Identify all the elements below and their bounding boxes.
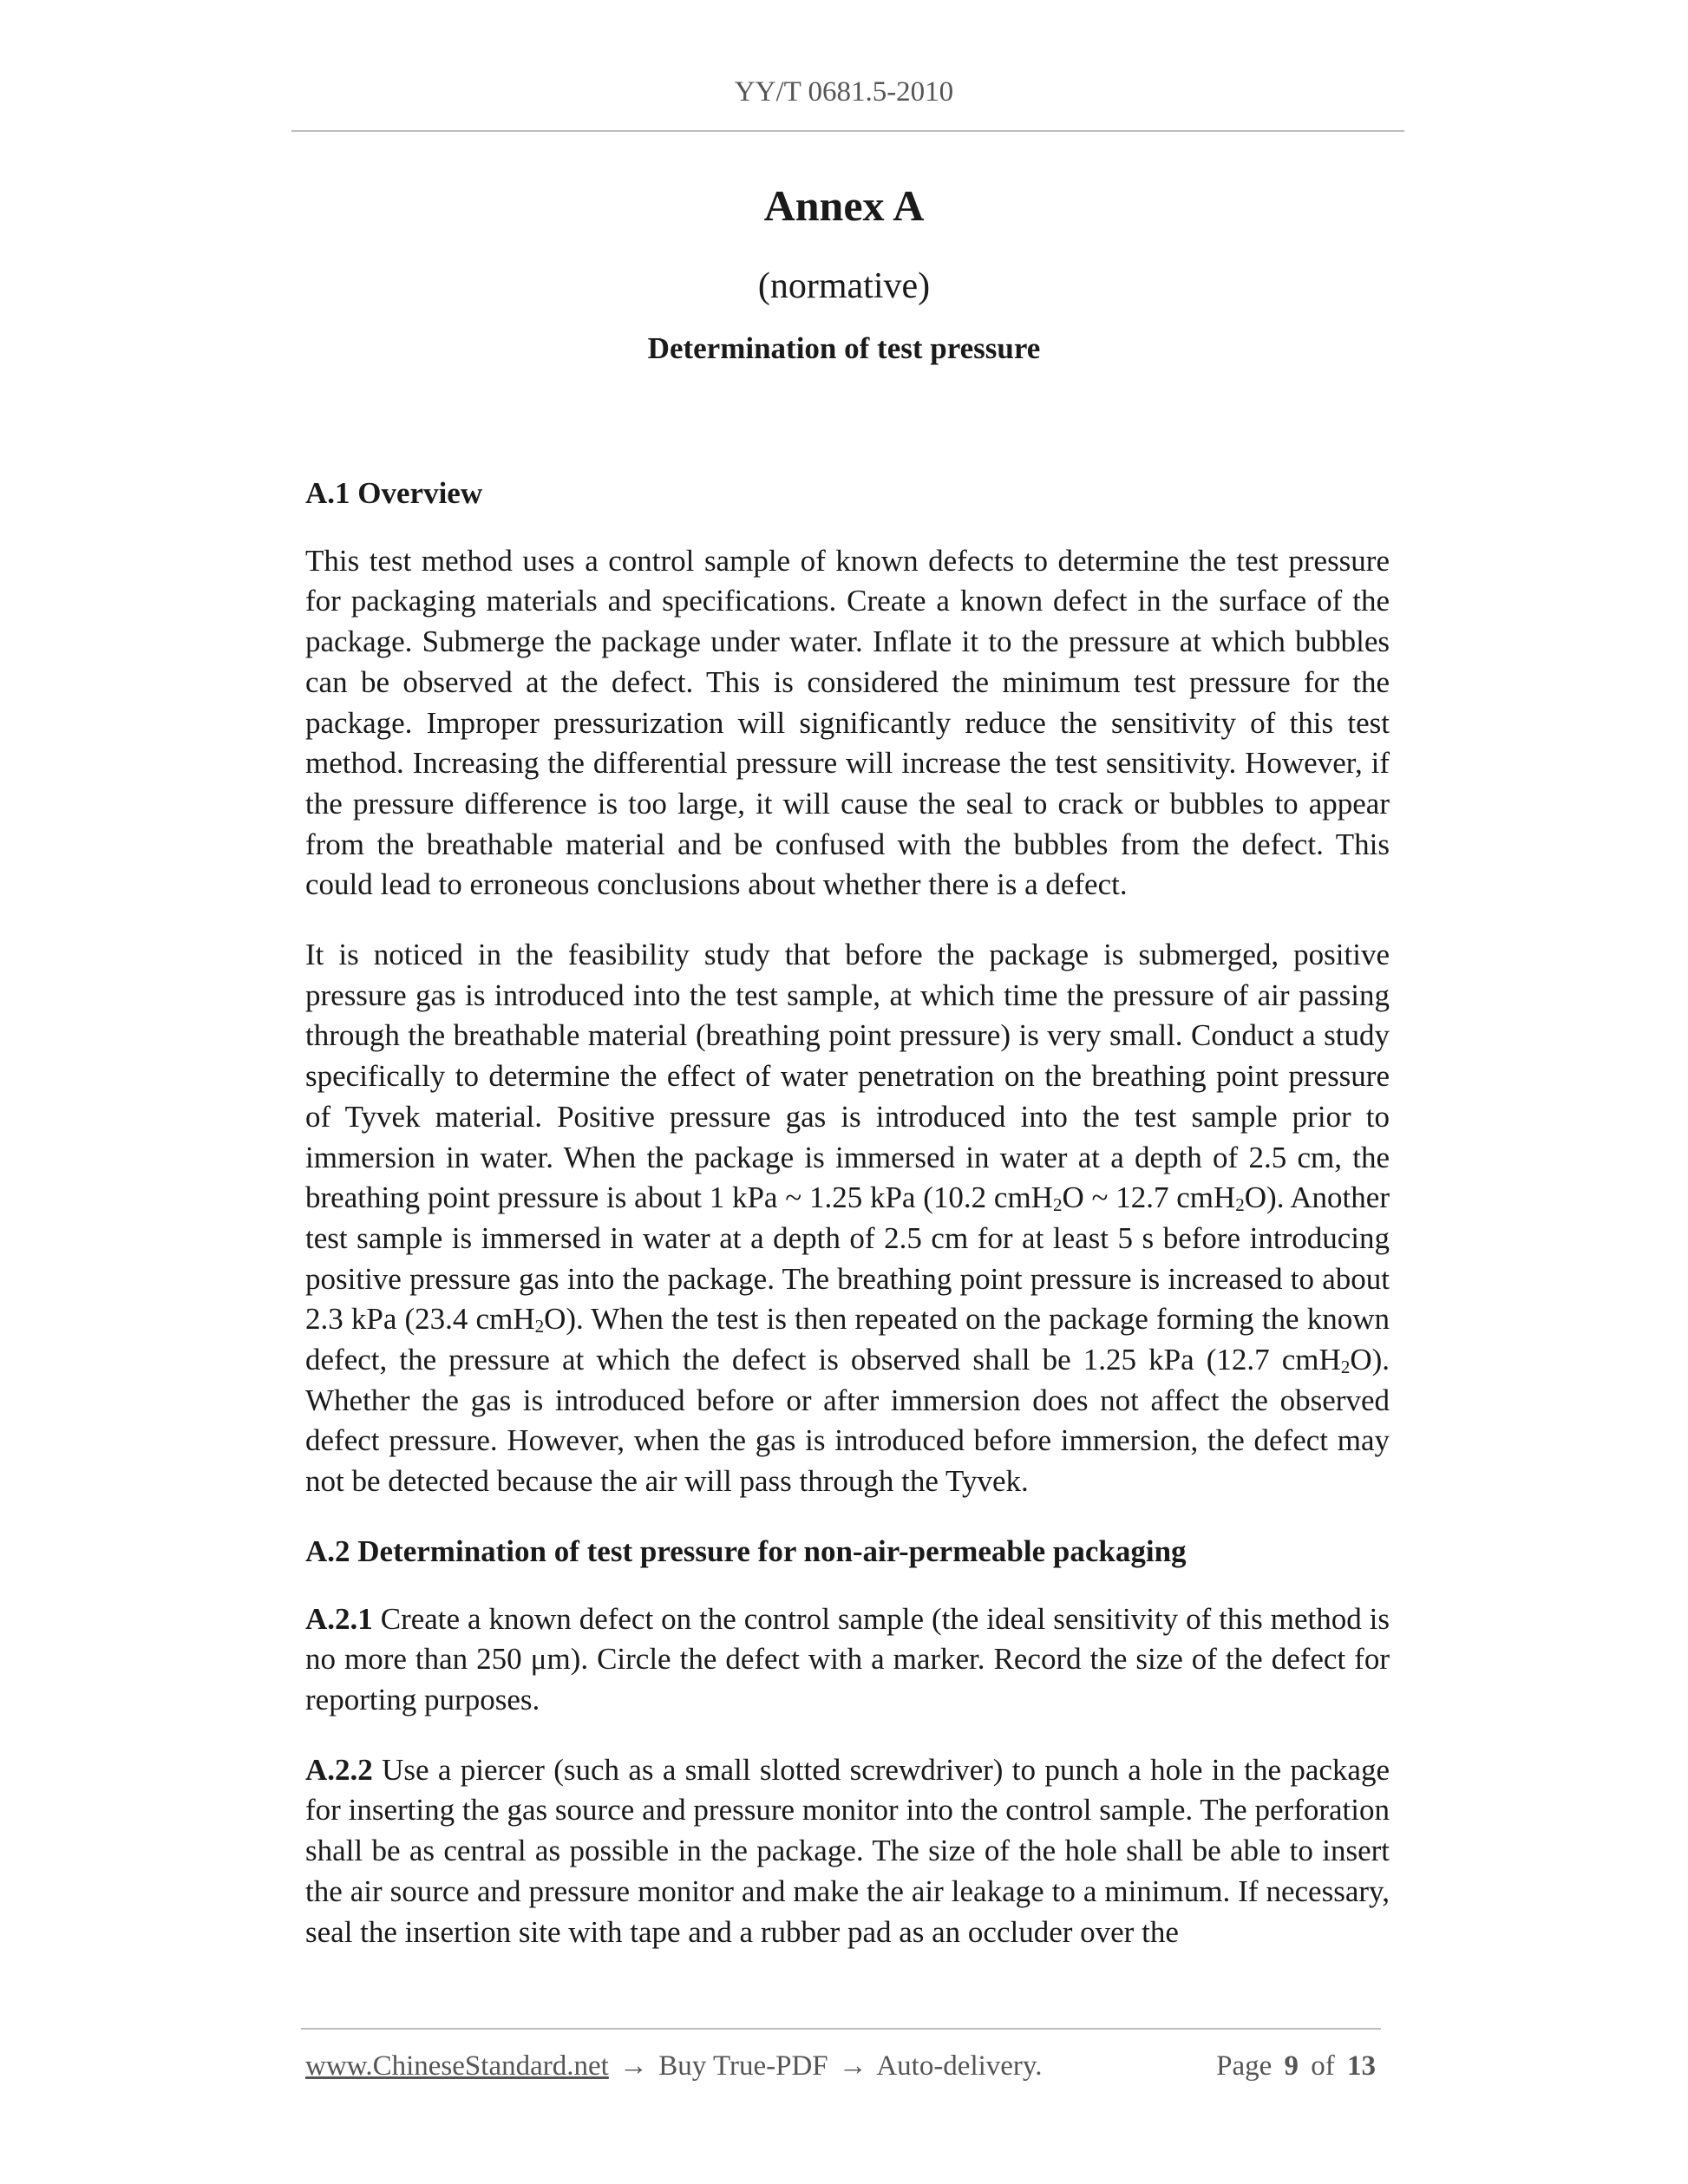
- clause-a22: [305, 1750, 1390, 1953]
- subscript: 2: [1052, 1194, 1063, 1216]
- of-label: of: [1311, 2050, 1335, 2082]
- arrow-right-icon: →: [838, 2050, 867, 2082]
- text-run: O). Whether the gas is introduced before or after immersion does not affect the observed defect pressure. However, when the gas is introduced before immersion, the defect may not be detected because the air will pass through the Tyvek.: [305, 1343, 1390, 1499]
- subscript: 2: [1235, 1194, 1245, 1216]
- page-label: Page: [1216, 2050, 1273, 2082]
- header-divider: [291, 130, 1404, 132]
- clause-number: A.2.1: [305, 1601, 373, 1636]
- auto-delivery-text: Auto-delivery.: [876, 2050, 1043, 2082]
- footer-promo: [305, 2050, 1043, 2083]
- text-run: O ~ 12.7 cmH: [1062, 1180, 1236, 1215]
- paragraph-overview-2: [305, 935, 1390, 1502]
- clause-a21: [305, 1599, 1390, 1721]
- clause-text: Use a piercer (such as a small slotted screwdriver) to punch a hole in the package for inserting the gas source and pressure monitor into the control sample. The perforation shall be as central as possible in the package. The size of the hole shall be able to insert the air source and pressure monitor and make the air leakage to a minimum. If necessary, seal the insertion site with tape and a rubber pad as an occluder over the: [305, 1752, 1390, 1949]
- document-body: [305, 474, 1390, 1982]
- clause-text: Create a known defect on the control sample (the ideal sensitivity of this method is no more than 250 μm). Circle the defect with a marker. Record the size of the defect for reporting purposes.: [305, 1601, 1390, 1716]
- arrow-right-icon: →: [619, 2050, 649, 2082]
- annex-subject: Determination of test pressure: [647, 331, 1041, 365]
- annex-type: (normative): [757, 266, 931, 306]
- text-run: O). Another test sample is immersed in water at a depth of 2.5 cm for at least 5 s before introducing positive pressure gas into the package. The breathing point pressure is increased to about 2.3 kPa (23.4 cmH: [305, 1180, 1390, 1337]
- annex-title: Annex A: [763, 181, 925, 230]
- website-link[interactable]: www.ChineseStandard.net: [305, 2050, 609, 2082]
- subscript: 2: [1340, 1356, 1351, 1377]
- footer-divider: [301, 2028, 1381, 2030]
- text-run: It is noticed in the feasibility study that before the package is submerged, positive pressure gas is introduced into the test sample, at which time the pressure of air passing through the breathable material (breathing point pressure) is very small. Conduct a study specifically to determine the effect of water penetration on the breathing point pressure of Tyvek material. Positive pressure gas is introduced into the test sample prior to immersion in water. When the package is immersed in water at a depth of 2.5 cm, the breathing point pressure is about 1 kPa ~ 1.25 kPa (10.2 cmH: [305, 938, 1390, 1215]
- section-heading-a1: A.1 Overview: [305, 476, 483, 510]
- clause-number: A.2.2: [305, 1752, 373, 1787]
- page-indicator: [1216, 2050, 1381, 2083]
- page-current: 9: [1284, 2050, 1299, 2082]
- text-run: O). When the test is then repeated on the package forming the known defect, the pressure at which the defect is observed shall be 1.25 kPa (12.7 cmH: [305, 1302, 1390, 1377]
- buy-pdf-text: Buy True-PDF: [658, 2050, 828, 2082]
- page-total: 13: [1347, 2050, 1376, 2082]
- standard-code-header: YY/T 0681.5-2010: [734, 76, 954, 108]
- paragraph-overview-1: This test method uses a control sample of known defects to determine the test pressure for packaging materials and specifications. Create a known defect in the surface of the package. Submerge the package under water. Inflate it to the pressure at which bubbles can be observed at the defect. This is considered the minimum test pressure for the package. Improper pressurization will significantly reduce the sensitivity of this test method. Increasing the differential pressure will increase the test sensitivity. However, if the pressure difference is too large, it will cause the seal to crack or bubbles to appear from the breathable material and be confused with the bubbles from the defect. This could lead to erroneous conclusions about whether there is a defect.: [305, 543, 1390, 902]
- section-heading-a2: A.2 Determination of test pressure for non-air-permeable packaging: [305, 1533, 1187, 1568]
- subscript: 2: [534, 1316, 545, 1337]
